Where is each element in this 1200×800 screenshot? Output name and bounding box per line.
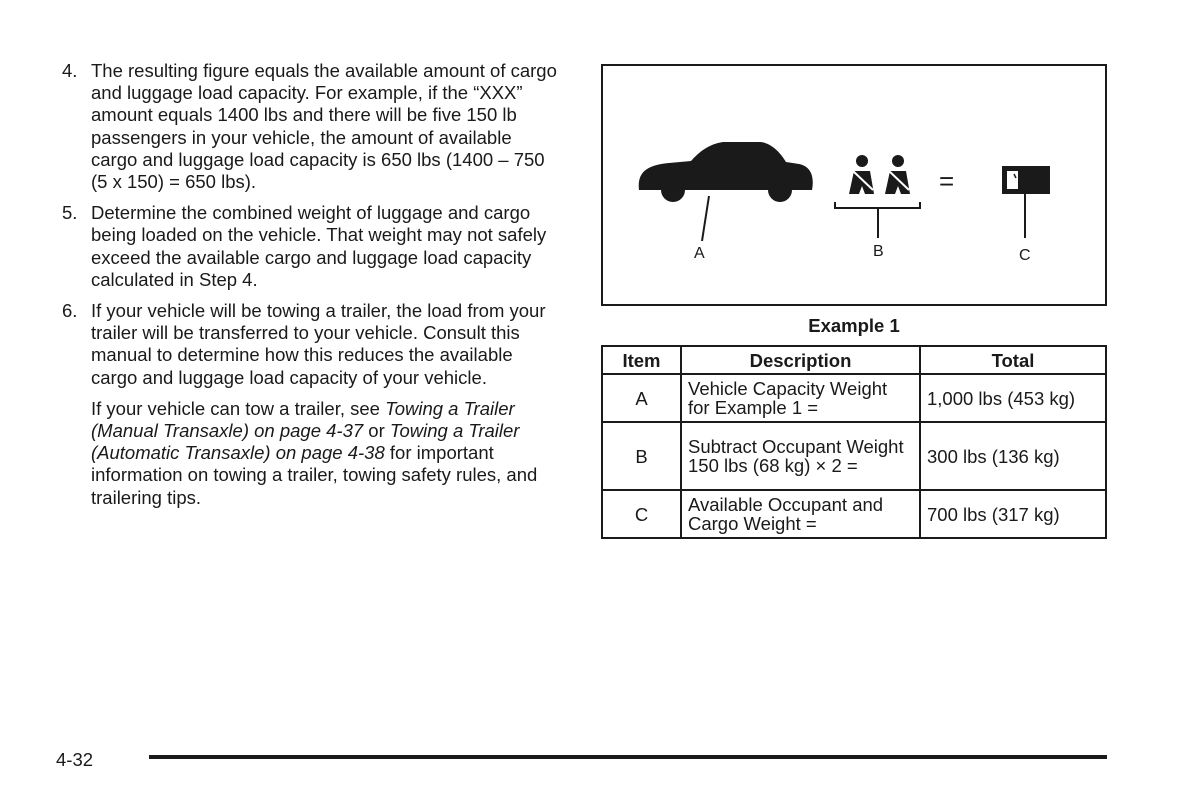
- description-cell: Subtract Occupant Weight 150 lbs (68 kg) × 2 =: [681, 422, 920, 490]
- step-text: If your vehicle will be towing a trailer, the load from your trailer will be transferred to your vehicle. Consult this manual to determine how this reduces the available cargo and luggage load capacity of your vehicle.: [91, 300, 546, 388]
- step-4: [62, 60, 562, 193]
- trailer-note-text: or: [363, 420, 390, 442]
- capacity-diagram: [603, 66, 1105, 304]
- step-text: The resulting figure equals the available amount of cargo and luggage load capacity. For example, if the “XXX” amount equals 1400 lbs and there will be five 150 lb passengers in your vehicle, the amount of available cargo and luggage load capacity is 650 lbs (1400 – 750 (5 x 150) = 650 lbs).: [91, 60, 557, 193]
- example-table: [601, 345, 1107, 539]
- description-cell: Vehicle Capacity Weight for Example 1 =: [681, 374, 920, 422]
- step-6: [62, 300, 562, 389]
- label-a: A: [694, 245, 705, 262]
- minus-sign: –: [797, 164, 812, 194]
- table-header-row: [602, 346, 1106, 374]
- car-rear-wheel-icon: [768, 178, 792, 202]
- occupant-2-icon: [885, 155, 910, 194]
- step-5: [62, 202, 562, 291]
- description-cell: Available Occupant and Cargo Weight =: [681, 490, 920, 538]
- item-cell: B: [602, 422, 681, 490]
- example-caption: Example 1: [808, 315, 900, 336]
- manual-transaxle-reference[interactable]: Towing a Trailer (Manual Transaxle) on page 4-37: [91, 397, 515, 442]
- total-cell: 700 lbs (317 kg): [920, 490, 1106, 538]
- equals-sign: =: [939, 166, 955, 196]
- trailer-note-text: for important information on towing a trailer, towing safety rules, and trailering tips.: [91, 442, 538, 508]
- step-number: 6.: [62, 300, 78, 322]
- trailer-note-text: If your vehicle can tow a trailer, see: [91, 397, 386, 419]
- total-cell: 300 lbs (136 kg): [920, 422, 1106, 490]
- label-b: B: [873, 243, 884, 260]
- trailer-note: [91, 398, 562, 509]
- footer-rule: [149, 755, 1107, 759]
- column-header-item: Item: [602, 346, 681, 374]
- column-header-total: Total: [920, 346, 1106, 374]
- automatic-transaxle-reference[interactable]: Towing a Trailer (Automatic Transaxle) on page 4-38: [91, 420, 520, 464]
- table-row: [602, 490, 1106, 538]
- item-cell: C: [602, 490, 681, 538]
- step-number: 4.: [62, 60, 78, 81]
- table-row: [602, 422, 1106, 490]
- label-c: C: [1019, 247, 1031, 264]
- leader-line-a: [702, 196, 709, 241]
- instructions-column: [62, 60, 562, 509]
- cargo-box-icon: [1002, 166, 1050, 194]
- occupant-bracket: [835, 202, 920, 208]
- column-header-description: Description: [681, 346, 920, 374]
- car-front-wheel-icon: [661, 178, 685, 202]
- table-row: [602, 374, 1106, 422]
- page-number: 4-32: [56, 749, 94, 770]
- step-text: Determine the combined weight of luggage and cargo being loaded on the vehicle. That weight may not safely exceed the available cargo and luggage load capacity calculated in Step 4.: [91, 202, 547, 290]
- step-number: 5.: [62, 202, 78, 224]
- total-cell: 1,000 lbs (453 kg): [920, 374, 1106, 422]
- item-cell: A: [602, 374, 681, 422]
- occupant-1-icon: [849, 155, 874, 194]
- capacity-figure: [601, 64, 1107, 306]
